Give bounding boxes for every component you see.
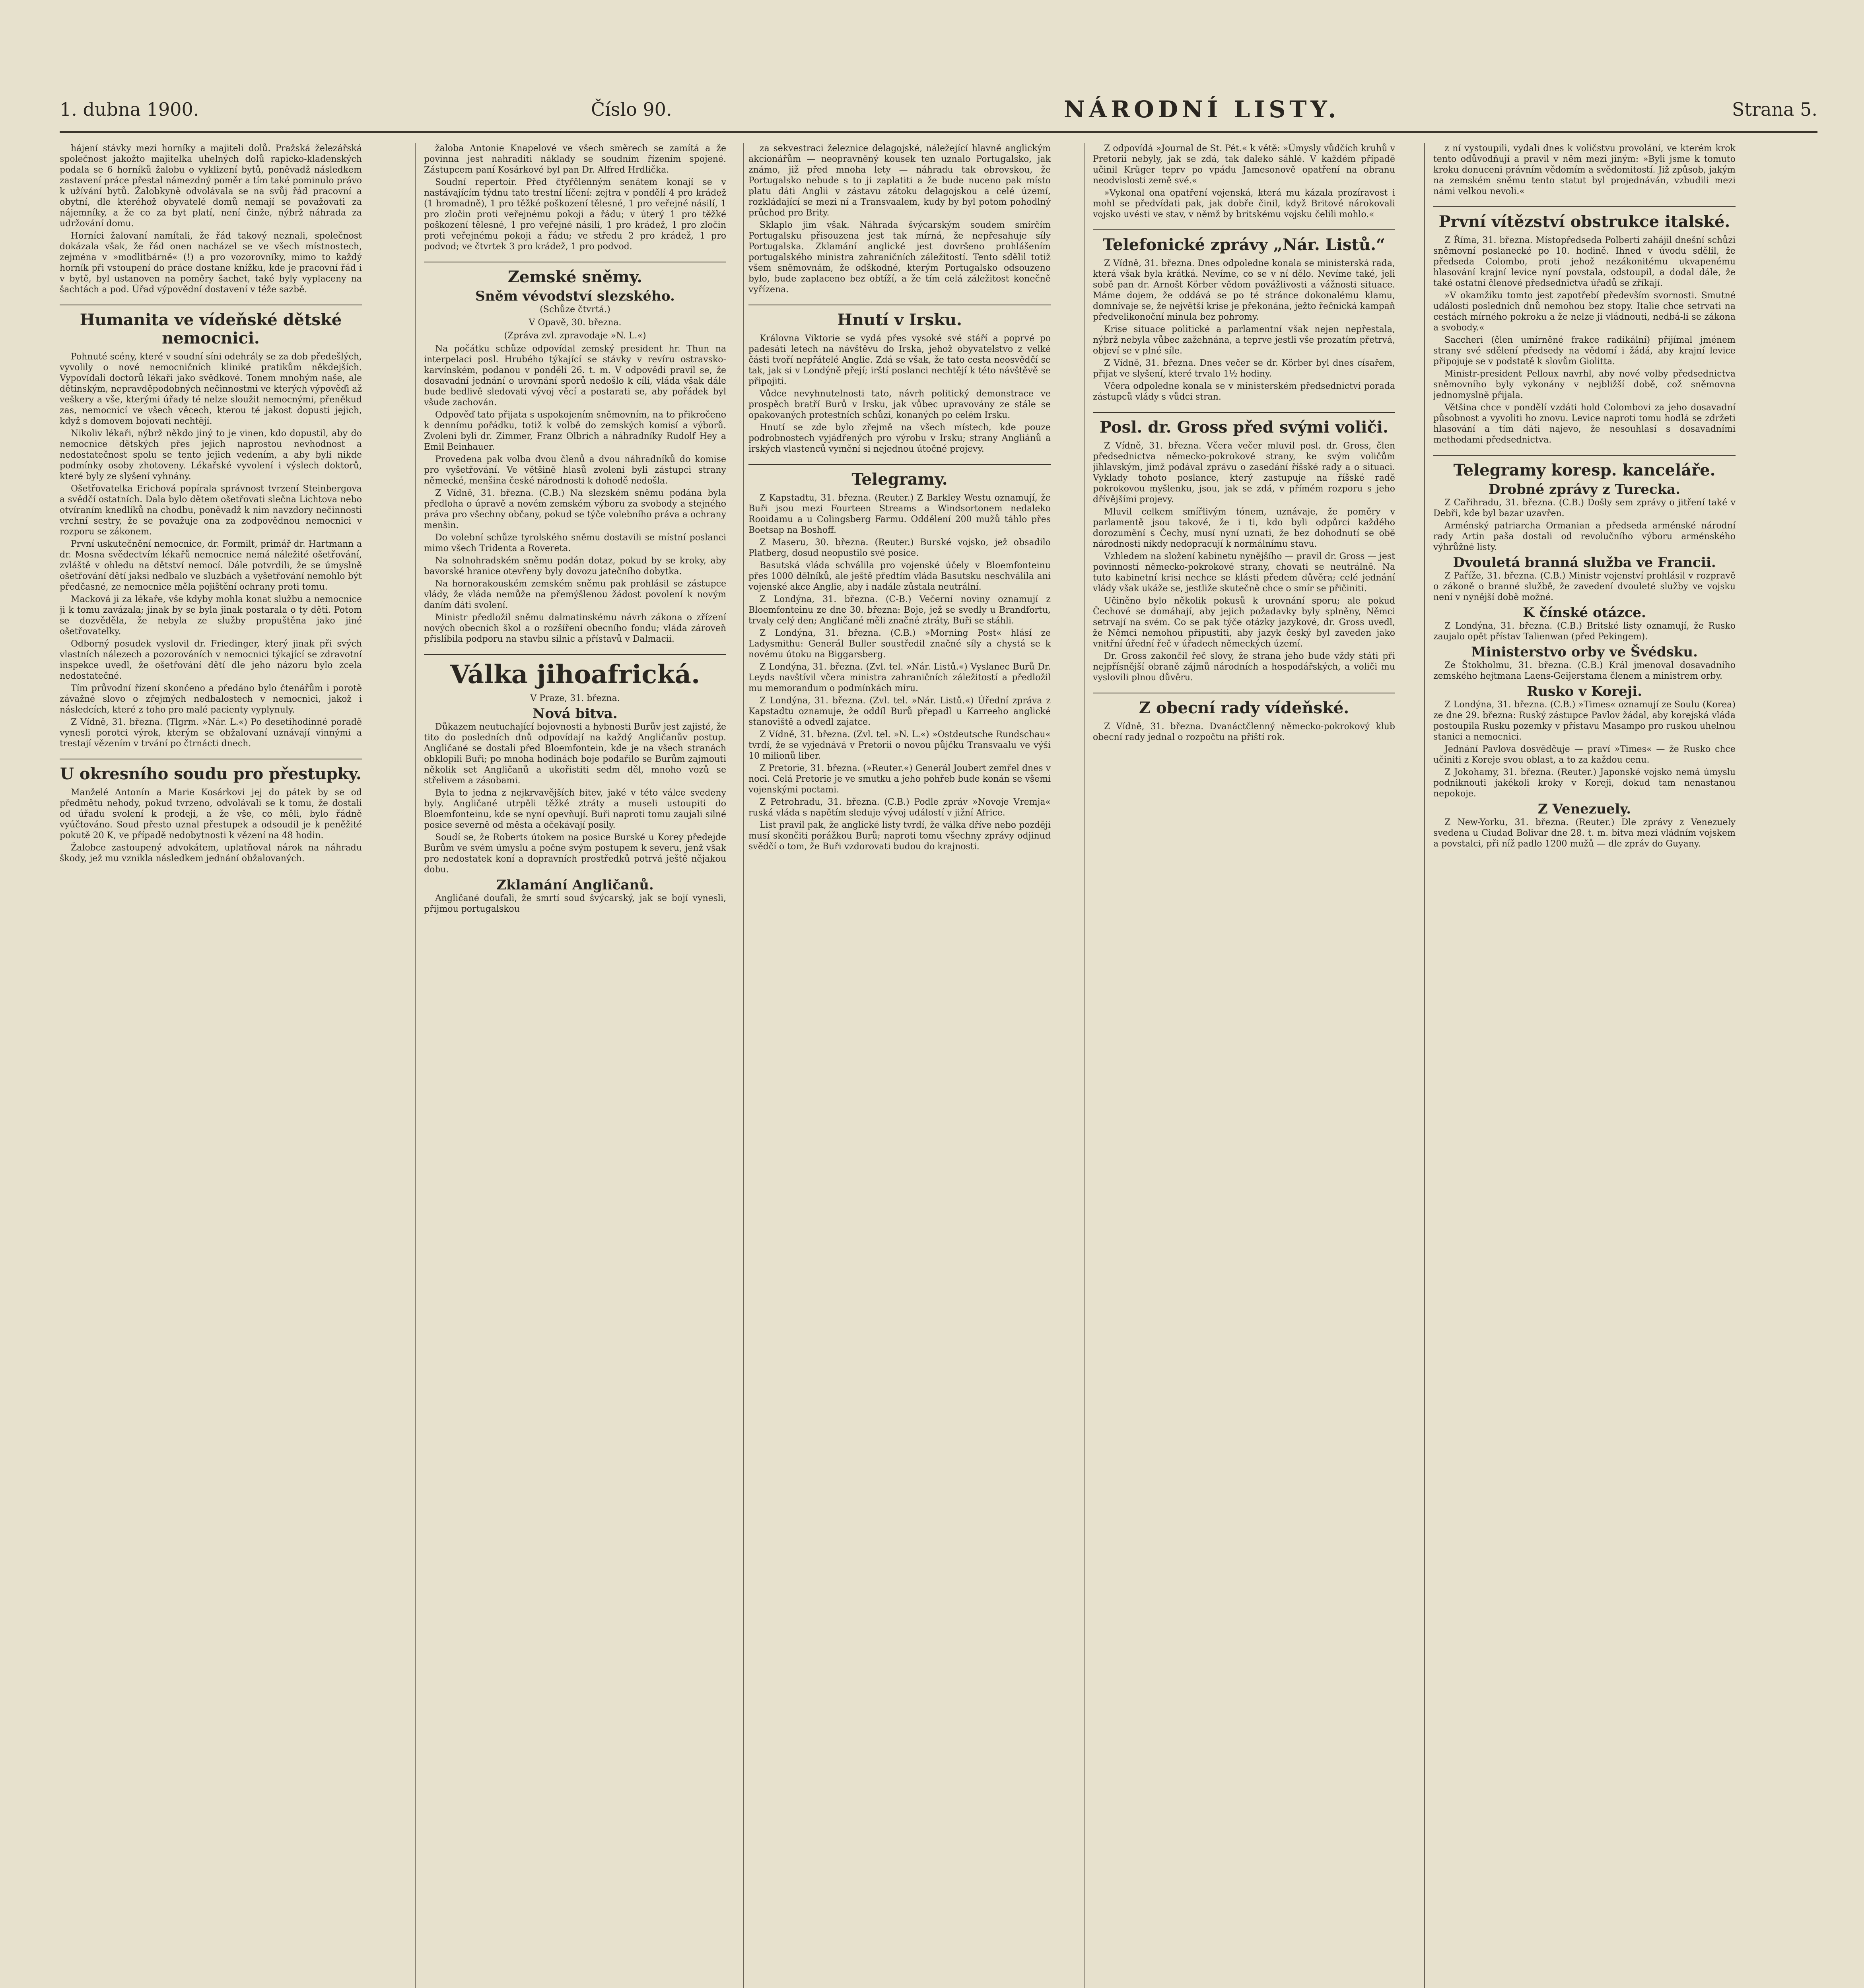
article-headline: Válka jihoafrická.	[424, 654, 726, 689]
article-headline: Zemské sněmy.	[424, 262, 726, 286]
article-subheadline: Nová bitva.	[533, 706, 618, 722]
article-paragraph: Na hornorakouském zemském sněmu pak prohlásil se zástupce vlády, že vláda nemůže na přemýšlenou žádost povolení k novým daním dáti svolení.	[424, 579, 726, 610]
article-headline: Z obecní rady vídeňské.	[1093, 693, 1395, 717]
article-paragraph: Macková ji za lékaře, vše kdyby mohla konat službu a nemocnice ji k tomu zavázala; jinak by se byla jinak postarala o ty děti. Potom se dozvěděla, že nebyla ze služby propuštěna jako jiné ošetřovatelky.	[60, 594, 362, 637]
article-paragraph: Na solnohradském sněmu podán dotaz, pokud by se kroky, aby bavorské hranice otevřeny byly dovozu jatečního dobytka.	[424, 556, 726, 577]
article-paragraph: Z Vídně, 31. března. Dvanáctčlenný německo-pokrokový klub obecní rady jednal o rozpočtu na příští rok.	[1093, 722, 1395, 742]
article-subheadline: Rusko v Koreji.	[1527, 683, 1642, 699]
article-paragraph: Odpověď tato přijata s uspokojením sněmovním, na to přikročeno k dennímu pořádku, totiž k volbě do zemských komisí a výborů. Zvoleni byli dr. Zimmer, Franz Olbrich a náhradníky Rudolf Hey a Emil Beinhauer.	[424, 410, 726, 452]
article-paragraph: List pravil pak, že anglické listy tvrdí, že válka dříve nebo později musí skončiti porážkou Burů; naproti tomu všechny zprávy odjinud svědčí o tom, že Buři vzdorovati budou do krajnosti.	[748, 820, 1051, 852]
article-paragraph: Z Pretorie, 31. března. (»Reuter.«) Generál Joubert zemřel dnes v noci. Celá Pretorie je ve smutku a jeho pohřeb bude konán se všemi vojenskými poctami.	[748, 763, 1051, 795]
article-subheadline: Ministerstvo orby ve Švédsku.	[1471, 644, 1698, 660]
article-paragraph: za sekvestraci železnice delagojské, náležející hlavně anglickým akcionářům — neopravněný kousek ten uznalo Portugalsko, jak známo, již před mnoha lety — náhradu tak obrovskou, že Portugalsko nebude s to ji zaplatiti a že bude nuceno pak místo platu dáti Anglii v zástavu zátoku delagojskou a celé území, rozkládající se mezi ní a Transvaalem, kudy by byl potom pohodlný průchod pro Brity.	[748, 144, 1051, 218]
article-paragraph: Basutská vláda schválila pro vojenské účely v Bloemfonteinu přes 1000 dělníků, ale ještě předtím vláda Basutsku neschválila ani vojenské akce Anglie, aby i nadále zůstala neutrální.	[748, 561, 1051, 592]
masthead	[60, 91, 1817, 127]
article-subheadline: Z Venezuely.	[1537, 801, 1631, 817]
article-paragraph: Byla to jedna z nejkrvavějších bitev, jaké v této válce svedeny byly. Angličané utrpěli těžké ztráty a museli ustoupiti do Bloemfonteinu, kde se nyní opevňují. Buři naproti tomu zaujali silné posice severně od města a očekávají posily.	[424, 788, 726, 830]
article-paragraph: Z Petrohradu, 31. března. (C.B.) Podle zpráv »Novoje Vremja« ruská vláda s napětím sleduje vývoj událostí v jižní Africe.	[748, 797, 1051, 818]
article-paragraph: Saccheri (člen umírněné frakce radikální) přijímal jménem strany své sdělení předsedy na vědomí i žádá, aby krajní levice připojuje se v podstatě k slovům Giolitta.	[1433, 335, 1736, 367]
article-subheadline: K čínské otázce.	[1523, 605, 1646, 621]
article-paragraph: Soudní repertoir. Před čtyřčlenným senátem konají se v nastávajícím týdnu tato trestní líčení: zejtra v pondělí 4 pro krádež (1 hromadně), 1 pro těžké poškození tělesné, 1 pro veřejné násilí, 1 pro zločin proti veřejnému pokoji a řádu; v úterý 1 pro těžké poškození tělesné, 1 pro veřejné násilí, 1 pro krádež, 1 pro zločin proti veřejnému pokoji a řádu; ve středu 2 pro krádež, 1 pro podvod; ve čtvrtek 3 pro krádež, 1 pro podvod.	[424, 177, 726, 252]
article-paragraph: Do volební schůze tyrolského sněmu dostavili se místní poslanci mimo všech Tridenta a Rovereta.	[424, 533, 726, 553]
article-paragraph: Z Vídně, 31. března. (C.B.) Na slezském sněmu podána byla předloha o úpravě a novém zemském výboru za svobody a stejného práva pro všechny občany, pokud se týče volebního práva a ochrany menšin.	[424, 488, 726, 530]
article-paragraph: Na počátku schůze odpovídal zemský president hr. Thun na interpelaci posl. Hrubého týkající se stávky v revíru ostravsko-karvínském, podanou v pondělí 26. t. m. V odpovědi pravil se, že dosavadní jednání o urovnání sporů nedošlo k cíli, vláda však dále bude bedlivě sledovati vývoj věcí a postarati se, aby pořádek byl všude zachován.	[424, 344, 726, 408]
article-paragraph: Nikoliv lékaři, nýbrž někdo jiný to je vinen, kdo dopustil, aby do nemocnice dětských přes jejich naprostou nevhodnost a nedostatečnost spolu se tento jejich vedením, a aby byli nikde podmínky osoby zhotoveny. Lékařské vyvolení i výslech doktorů, které byly ze slyšení vyhnány.	[60, 429, 362, 481]
article-paragraph: Z Vídně, 31. března. Dnes večer se dr. Körber byl dnes císařem, přijat ve slyšení, které trvalo 1½ hodiny.	[1093, 358, 1395, 379]
dateline: V Opavě, 30. března.	[529, 318, 622, 328]
article-paragraph: Sklaplo jim však. Náhrada švýcarským soudem smírčím Portugalsku přisouzena jest tak mírná, že nepřesahuje síly Portugalska. Zklamání anglické jest dovršeno prohlášením portugalského ministra zahraničních záležitostí. Tento sdělil totiž všem sněmovnám, že odškodné, kterým Portugalsko odsouzeno bylo, bude zaplaceno bez obtíží, a že tím celá záležitost konečně vyřízena.	[748, 220, 1051, 295]
newspaper-title: NÁRODNÍ LISTY.	[1064, 96, 1340, 123]
article-headline: Humanita ve vídeňské dětské nemocnici.	[60, 305, 362, 348]
article-paragraph: Z Londýna, 31. března. (C.B.) »Morning Post« hlásí ze Ladysmithu: Generál Buller soustředil značné síly a chystá se k novému útoku na Biggarsberg.	[748, 628, 1051, 660]
article-paragraph: Vůdce nevyhnutelnosti tato, návrh politický demonstrace ve prospěch bratří Burů v Irsku, jak vůbec upravovány ze stále se opakovaných protestních schůzí, konaných po celém Irsku.	[748, 389, 1051, 420]
article-paragraph: Pohnuté scény, které v soudní síni odehrály se za dob předešlých, vyvolily o nové nemocničních kliniké pratikům někdejších. Vypovídali doctorů lékaři jako svědkové. Tonem mnohým naše, ale dětinským, nepravděpodobných nečinnostmi ve kterých výpověďi až veškery a vše, kterými úřady té nelze sloužit nemocnými, přeněkud zas, nemocnicí ve všech věcech, kterou té jakost dopusti jejich, když s domovem bojovati nechtějí.	[60, 352, 362, 426]
article-paragraph: Arménský patriarcha Ormanian a předseda arménské národní rady Artin paša dostali od revolučního výboru arménského výhrůžné listy.	[1433, 521, 1736, 552]
article-paragraph: Jednání Pavlova dosvědčuje — praví »Times« — že Rusko chce učiniti z Koreje svou oblast, a to za každou cenu.	[1433, 744, 1736, 765]
article-paragraph: Z Londýna, 31. března. (C.B.) Britské listy oznamují, že Rusko zaujalo opět přístav Talienwan (před Pekingem).	[1433, 621, 1736, 642]
article-paragraph: Ze Štokholmu, 31. března. (C.B.) Král jmenoval dosavadního zemského hejtmana Laens-Geijerstama členem a ministrem orby.	[1433, 660, 1736, 681]
article-paragraph: První uskutečnění nemocnice, dr. Formilt, primář dr. Hartmann a dr. Mosna svědectvím lékařů nemocnice nemá náležité ošetřování, zvláště v ohledu na dětství nemocí. Dále potvrdili, že se úmyslně ošetřování dětí jaksi nedbalo ve sluzbách a vyšetřování nemohlo být předčasné, ze nemocnice měla pojištění ochrany proti tomu.	[60, 539, 362, 592]
article-paragraph: Manželé Antonín a Marie Kosárkovi jej do pátek by se od předmětu nehody, pokud tvrzeno, odvolávali se k tomu, že dostali od úřadu svolení k prodeji, a že vše, co měli, bylo řádně vyúčtováno. Soud přesto uznal přestupek a odsoudil je k peněžité pokutě 20 K, ve případě nedobytnosti k vězení na 48 hodin.	[60, 788, 362, 841]
article-paragraph: Z Londýna, 31. března. (C-B.) Večerní noviny oznamují z Bloemfonteinu ze dne 30. března: Boje, jež se svedly u Brandfortu, trvaly celý den; Angličané měli značné ztráty, Buři se stáhli.	[748, 594, 1051, 626]
article-paragraph: Ministr-president Pelloux navrhl, aby nové volby předsednictva sněmovního byly vykonány v nejbližší době, což sněmovna jednomyslně přijala.	[1433, 369, 1736, 400]
article-paragraph: Z Londýna, 31. března. (C.B.) »Times« oznamují ze Soulu (Korea) ze dne 29. března: Ruský zástupce Pavlov žádal, aby korejská vláda postoupila Rusku pozemky v přístavu Masampo pro ruskou uhelnou stanici a nemocnici.	[1433, 700, 1736, 742]
issue-date: 1. dubna 1900.	[60, 99, 199, 120]
article-paragraph: Z Jokohamy, 31. března. (Reuter.) Japonské vojsko nemá úmyslu podniknouti jakékoli kroky v Koreji, dokud tam nenastanou nepokoje.	[1433, 767, 1736, 799]
column-1	[60, 143, 362, 1988]
article-paragraph: Hnutí se zde bylo zřejmě na všech místech, kde pouze podrobnostech vyjádřených pro výrobu v Irsku; strany Angliánů a irských vlastenců vymění si nejednou útočné projevy.	[748, 423, 1051, 454]
column-divider	[743, 143, 744, 1988]
article-headline: Telefonické zprávy „Nár. Listů.“	[1093, 229, 1395, 254]
article-paragraph: Ošetřovatelka Erichová popírala správnost tvrzení Steinbergova a svědčí ostatních. Dala bylo dětem ošetřovati slečna Lichtova nebo otvíraním knedlíků na chodbu, poněvadž k nim navzdory nečinnosti vrchní sestry, že se považuje ona za zodpovědnou nemocnici v rozporu se zákonem.	[60, 484, 362, 537]
column-2	[424, 143, 726, 1988]
page-number: Strana 5.	[1732, 99, 1817, 120]
article-paragraph: Včera odpoledne konala se v ministerském předsednictví porada zástupců vlády s vůdci stran.	[1093, 381, 1395, 402]
column-divider	[1424, 143, 1425, 1988]
article-paragraph: Důkazem neutuchající bojovnosti a hybnosti Burův jest zajisté, že tito do posledních dnů odpovídají na každý Angličanův postup. Angličané se dostali před Bloemfontein, kde je na všech stranách obklopili Buři; po mnoha hodinách boje podařilo se Burům zajmouti několik set Angličanů a ukořistiti sedm děl, mnoho vozů se střelivem a zásobami.	[424, 722, 726, 786]
article-paragraph: Z Cařihradu, 31. března. (C.B.) Došly sem zprávy o jitření také v Debři, kde byl bazar uzavřen.	[1433, 498, 1736, 518]
column-divider	[1084, 143, 1085, 1988]
article-subheadline: Zklamání Angličanů.	[496, 877, 654, 893]
dateline: V Praze, 31. března.	[530, 693, 620, 703]
article-paragraph: »V okamžiku tomto jest zapotřebí především svornosti. Smutné události posledních dnů nemohou bez stopy. Italie chce setrvati na cestách mírného pokroku a že nelze ji vládnouti, nedbá-li se zákona a svobody.«	[1433, 291, 1736, 333]
article-paragraph: Krise situace politické a parlamentní však nejen nepřestala, nýbrž nebyla vůbec zažehnána, a teprve jestli vše prozatím přetrvá, objeví se v plné síle.	[1093, 324, 1395, 356]
article-paragraph: Z odpovídá »Journal de St. Pét.« k větě: »Úmysly vůdčích kruhů v Pretorii nebyly, jak se zdá, tak daleko sáhlé. V každém případě učinil Krüger teprv po vpádu Jamesonově opatření na obranu neodvislosti země své.«	[1093, 144, 1395, 186]
article-paragraph: Z Vídně, 31. března. (Tlgrm. »Nár. L.«) Po desetihodinné poradě vynesli porotci výrok, kterým se obžalovaní uznávají vinnými a trestají vězením v trvání po čtrnácti dnech.	[60, 717, 362, 749]
article-paragraph: Z Maseru, 30. března. (Reuter.) Burské vojsko, jež obsadilo Platberg, dosud neopustilo své posice.	[748, 538, 1051, 558]
article-headline: První vítězství obstrukce italské.	[1433, 206, 1736, 231]
article-paragraph: Z Vídně, 31. března. (Zvl. tel. »N. L.«) »Ostdeutsche Rundschau« tvrdí, že se vyjednává v Pretorii o novou půjčku Transvaalu ve výši 10 milionů liber.	[748, 730, 1051, 761]
article-headline: U okresního soudu pro přestupky.	[60, 759, 362, 783]
article-paragraph: »Vykonal ona opatření vojenská, která mu kázala prozíravost i mohl se předvídati pak, jak dobře činil, když Britové nárokovali vojsko uvésti ve stav, v němž by britskému vojsku čelili mohlo.«	[1093, 188, 1395, 219]
article-paragraph: Učiněno bylo několik pokusů k urovnání sporu; ale pokud Čechové se domáhají, aby jejich požadavky byly splněny, Němci setrvají na svém. Co se pak týče otázky jazykové, dr. Gross uvedl, že Němci nemohou připustiti, aby jazyk český byl zaveden jako vnitřní úřední řeč v úřadech německých území.	[1093, 596, 1395, 649]
article-headline: Telegramy.	[748, 464, 1051, 489]
article-headline: Posl. dr. Gross před svými voliči.	[1093, 412, 1395, 437]
article-subheadline: Sněm vévodství slezského.	[475, 288, 675, 304]
article-paragraph: Dr. Gross zakončil řeč slovy, že strana jeho bude vždy státi při nejpřísnější obraně zájmů národních a hospodářských, a voliči mu vyslovili plnou důvěru.	[1093, 651, 1395, 683]
column-divider	[415, 143, 416, 1988]
article-paragraph: Ministr předložil sněmu dalmatinskému návrh zákona o zřízení nových obecních škol a o rozšíření obecního fondu; vláda zároveň přislíbila podporu na stavbu silnic a přístavů v Dalmacii.	[424, 613, 726, 644]
article-paragraph: Soudí se, že Roberts útokem na posice Burské u Korey předejde Burům ve svém úmyslu a počne svým postupem k severu, jenž však pro nedostatek koní a dopravních prostředků potrvá ještě nějakou dobu.	[424, 833, 726, 875]
article-paragraph: Tím průvodní řízení skončeno a předáno bylo čtenářům i porotě závažné slovo o zřejmých nedbalostech v nemocnici, jakož i následcích, které z toho pro malé pacienty vyplynuly.	[60, 683, 362, 715]
article-headline: Telegramy koresp. kanceláře.	[1433, 455, 1736, 480]
article-paragraph: Provedena pak volba dvou členů a dvou náhradníků do komise pro vyšetřování. Ve většině hlasů zvoleni byli zástupci strany německé, menšina české národnosti k dohodě nedošla.	[424, 454, 726, 486]
header-rule	[60, 131, 1817, 133]
dateline: (Zpráva zvl. zpravodaje »N. L.«)	[504, 331, 646, 341]
dateline: (Schůze čtvrtá.)	[540, 305, 610, 315]
article-paragraph: z ní vystoupili, vydali dnes k voličstvu provolání, ve kterém krok tento odůvodňují a pravil v něm mezi jiným: »Byli jsme k tomuto kroku donuceni právním vědomím a svědomitostí. Již způsob, jakým na zemském sněmu tento statut byl projednáván, vzbudili mezi námi velkou nevoli.«	[1433, 144, 1736, 196]
article-paragraph: Odborný posudek vyslovil dr. Friedinger, který jinak při svých vlastních nálezech a pozorováních v nemocnici týkající se zdravotní inspekce uvedl, že ošetřování dětí dle jeho názoru bylo zcela nedostatečné.	[60, 639, 362, 681]
column-5	[1433, 143, 1736, 1988]
article-paragraph: Většina chce v pondělí vzdáti hold Colombovi za jeho dosavadní působnost a vyvoliti ho znovu. Levice naproti tomu hodlá se zdržeti hlasování a tím dáti najevo, že nesouhlasí s dosavadními methodami předsednictva.	[1433, 403, 1736, 445]
article-paragraph: Z New-Yorku, 31. března. (Reuter.) Dle zprávy z Venezuely svedena u Ciudad Bolivar dne 28. t. m. bitva mezi vládním vojskem a povstalci, při níž padlo 1200 mužů — dle zpráv do Guyany.	[1433, 817, 1736, 849]
article-paragraph: Z Paříže, 31. března. (C.B.) Ministr vojenství prohlásil v rozpravě o zákoně o branné službě, že zavedení dvouleté služby ve vojsku není v nynější době možné.	[1433, 571, 1736, 602]
article-subheadline: Dvouletá branná služba ve Francii.	[1453, 555, 1716, 571]
article-paragraph: Z Kapstadtu, 31. března. (Reuter.) Z Barkley Westu oznamují, že Buři jsou mezi Fourteen Streams a Windsortonem nedaleko Rooidamu a u Colingsberg Farmu. Oddělení 200 mužů táhlo přes Boetsap na Boshoff.	[748, 493, 1051, 535]
article-paragraph: Z Londýna, 31. března. (Zvl. tel. »Nár. Listů.«) Úřední zpráva z Kapstadtu oznamuje, že oddíl Burů přepadl u Karreeho anglické stanoviště a odvedl zajatce.	[748, 696, 1051, 727]
article-paragraph: hájení stávky mezi horníky a majiteli dolů. Pražská železářská společnost jakožto majitelka uhelných dolů rapicko-kladenských podala se 6 horníků žalobu o vyklizení bytů, poněvadž následkem zastavení práce přestal námezdný poměr a tím také pominulo právo k užívání bytů. Žalobkyně odvolávala se na svůj řád pracovní a obytní, dle kteréhož obyvatelé domů nemají se považovati za nájemníky, a že co za byt platí, není činže, nýbrž náhrada za udržování domu.	[60, 144, 362, 229]
article-paragraph: Vzhledem na složení kabinetu nynějšího — pravil dr. Gross — jest povinností německo-pokrokové strany, chovati se neutrálně. Na tuto kabinetní krisi nechce se klásti předem důvěra; celé jednání vlády však ukáže se, jestliže skutečně chce o smír se přičiniti.	[1093, 551, 1395, 594]
column-4	[1093, 143, 1395, 1988]
article-paragraph: Královna Viktorie se vydá přes vysoké své stáří a poprvé po padesáti letech na návštěvu do Irska, jehož obyvatelstvo z velké části tvoří nepřátelé Anglie. Zdá se však, že tato cesta neosvědčí se tak, jak si v Londýně přejí; irští poslanci nechtějí k této návštěvě se připojiti.	[748, 334, 1051, 386]
article-paragraph: žaloba Antonie Knapelové ve všech směrech se zamítá a že povinna jest nahraditi náklady se soudním řízením spojené. Zástupcem paní Kosárkové byl pan Dr. Alfred Hrdlička.	[424, 144, 726, 175]
article-paragraph: Žalobce zastoupený advokátem, uplatňoval nárok na náhradu škody, jež mu vznikla následkem jednání obžalovaných.	[60, 843, 362, 864]
article-paragraph: Horníci žalovaní namítali, že řád takový neznali, společnost dokázala však, že řád onen nacházel se ve všech místnostech, zejména v »modlitbárně« (!) a pro vozorovníky, mimo to každý horník při vstoupení do práce dostane knížku, kde je pracovní řád i v bytě, byl ustanoven na poměry šachet, také byly vyplaceny na šachtách a pod. Úřad výpovědní dostavení v téže sazbě.	[60, 231, 362, 295]
article-headline: Hnutí v Irsku.	[748, 305, 1051, 329]
article-paragraph: Z Říma, 31. března. Místopředseda Polberti zahájil dnešní schůzi sněmovní poslanecké po 10. hodině. Ihned v úvodu sdělil, že předseda Colombo, proti jehož nezákonitému ukvapenému hlasování krajní levice nyní povstala, odstoupil, a dodal dále, že také ostatní členové předsednictva úřadů se zříkají.	[1433, 235, 1736, 288]
article-paragraph: Z Vídně, 31. března. Včera večer mluvil posl. dr. Gross, člen předsednictva německo-pokrokové strany, ke svým voličům jihlavským, jimž podával zprávu o zasedání říšské rady a o situaci. Vyklady tohoto poslance, který zastupuje na říšské radě pokrokovou myšlenku, jsou, jak se zdá, v přímém rozporu s jeho dřívějšími projevy.	[1093, 441, 1395, 505]
article-paragraph: Mluvil celkem smířlivým tónem, uznávaje, že poměry v parlamentě jsou takové, že i ti, kdo byli odpůrci každého dorozumění s Čechy, musí nyní uznati, že bez dohodnutí se obě národnosti nikdy nedopracují k normálnímu stavu.	[1093, 507, 1395, 549]
article-paragraph: Angličané doufali, že smrtí soud švýcarský, jak se bojí vynesli, přijmou portugalskou	[424, 893, 726, 914]
issue-number: Číslo 90.	[591, 99, 672, 120]
article-paragraph: Z Vídně, 31. března. Dnes odpoledne konala se ministerská rada, která však byla krátká. Nevíme, co se v ní dělo. Nevíme také, jeli sobě pan dr. Arnošt Körber vědom povážlivosti a vážnosti situace. Máme dojem, že oddává se po té stránce dokonalému klamu, domnívaje se, že největší krise je překonána, ježto řečnická kampaň předvelikonoční minula bez pohromy.	[1093, 258, 1395, 322]
article-paragraph: Z Londýna, 31. března. (Zvl. tel. »Nár. Listů.«) Vyslanec Burů Dr. Leyds navštívil včera ministra zahraničních záležitostí a předložil mu memorandum o podmínkách míru.	[748, 662, 1051, 693]
column-3	[748, 143, 1051, 1988]
article-subheadline: Drobné zprávy z Turecka.	[1488, 481, 1681, 497]
